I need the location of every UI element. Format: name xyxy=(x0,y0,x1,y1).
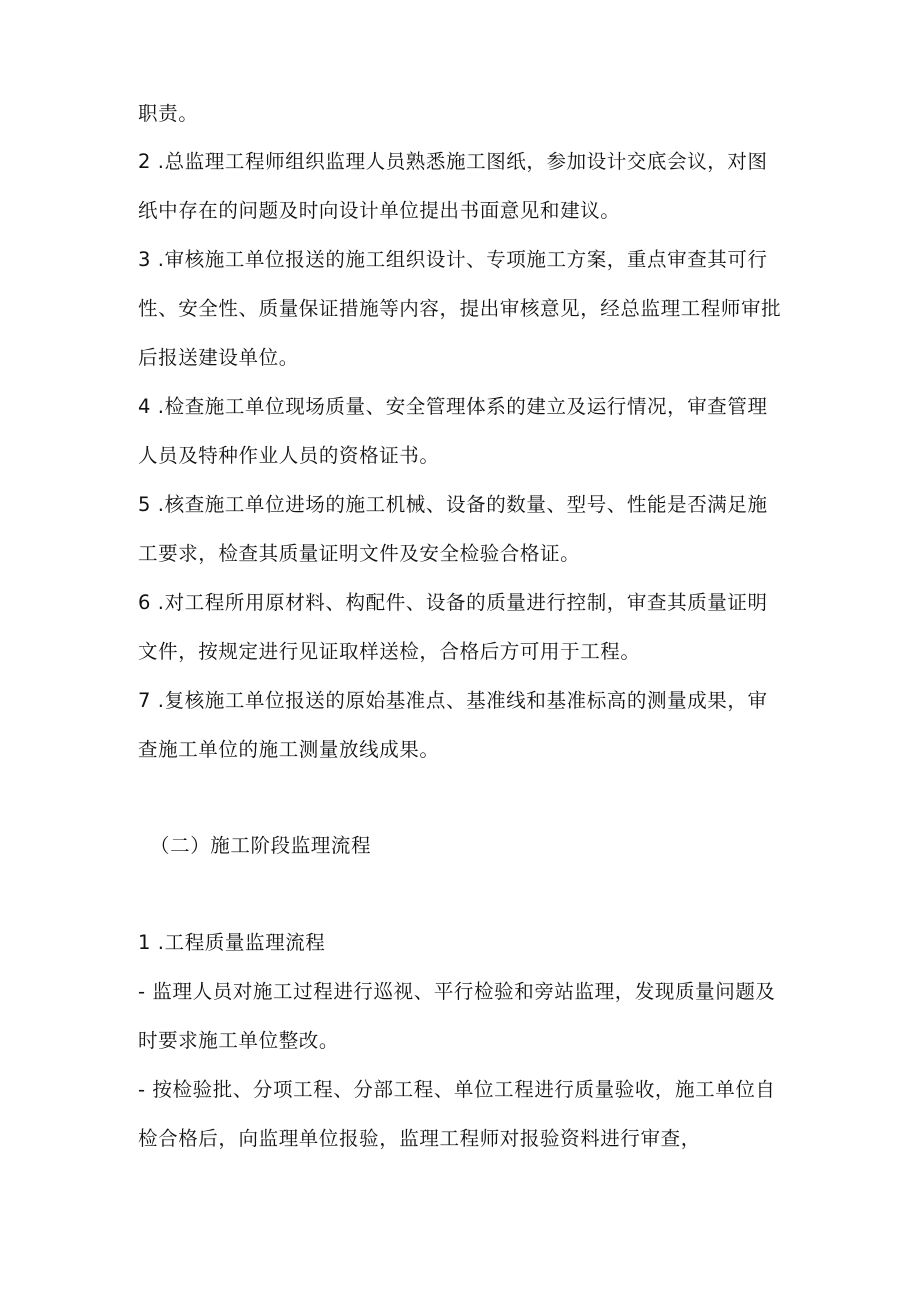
text-line: 4 .检查施工单位现场质量、安全管理体系的建立及运行情况，审查管理 xyxy=(138,395,768,418)
text-line: 职责。 xyxy=(138,102,199,125)
text-line: 6 .对工程所用原材料、构配件、设备的质量进行控制，审查其质量证明 xyxy=(138,591,768,614)
text-line: - 按检验批、分项工程、分部工程、单位工程进行质量验收，施工单位自 xyxy=(138,1078,776,1101)
text-line: 文件，按规定进行见证取样送检，合格后方可用于工程。 xyxy=(138,640,641,663)
text-line: 7 .复核施工单位报送的原始基准点、基准线和基准标高的测量成果，审 xyxy=(138,689,768,712)
text-line: 5 .核查施工单位进场的施工机械、设备的数量、型号、性能是否满足施 xyxy=(138,493,768,516)
text-line: 时要求施工单位整改。 xyxy=(138,1029,340,1052)
text-line: 人员及特种作业人员的资格证书。 xyxy=(138,444,440,467)
text-line: 2 .总监理工程师组织监理人员熟悉施工图纸，参加设计交底会议，对图 xyxy=(138,150,768,173)
text-line: 3 .审核施工单位报送的施工组织设计、专项施工方案，重点审查其可行 xyxy=(138,248,768,271)
text-line: - 监理人员对施工过程进行巡视、平行检验和旁站监理，发现质量问题及 xyxy=(138,980,776,1003)
text-line: 工要求，检查其质量证明文件及安全检验合格证。 xyxy=(138,542,581,565)
section-heading: （二）施工阶段监理流程 xyxy=(150,834,372,857)
subsection-title: 1 .工程质量监理流程 xyxy=(138,931,326,954)
text-line: 性、安全性、质量保证措施等内容，提出审核意见，经总监理工程师审批 xyxy=(138,297,782,320)
text-line: 查施工单位的施工测量放线成果。 xyxy=(138,738,440,761)
text-line: 纸中存在的问题及时向设计单位提出书面意见和建议。 xyxy=(138,199,621,222)
text-line: 后报送建设单位。 xyxy=(138,346,299,369)
text-line: 检合格后，向监理单位报验，监理工程师对报验资料进行审查， xyxy=(138,1127,701,1150)
